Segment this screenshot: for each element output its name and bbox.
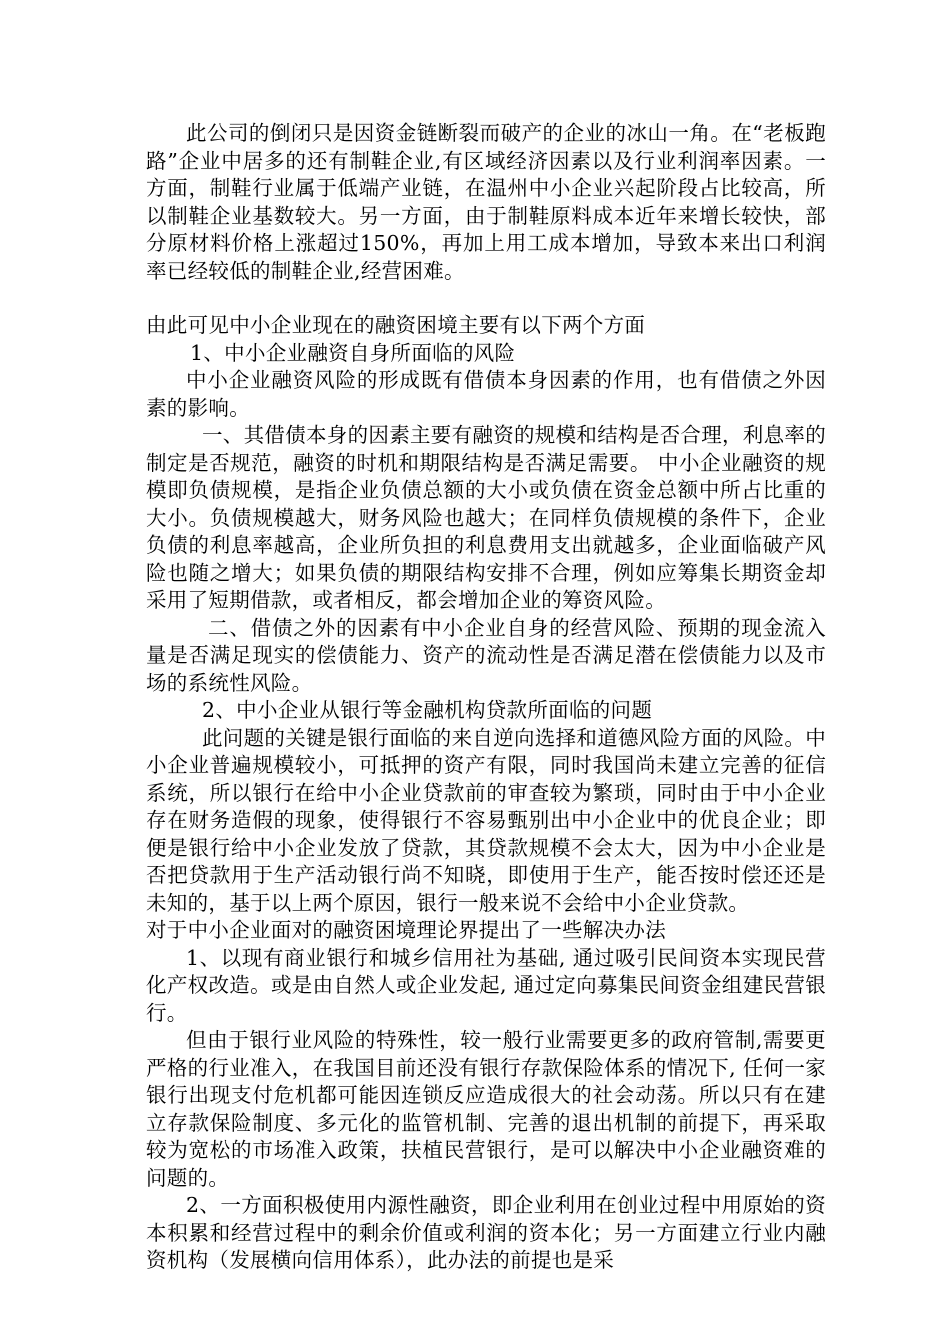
heading-section-1: 1、中小企业融资自身所面临的风险 (190, 340, 516, 365)
paragraph-intro: 此公司的倒闭只是因资金链断裂而破产的企业的冰山一角。在“老板跑路”企业中居多的还有制鞋企业,有区域经济因素以及行业利润率因素。一方面，制鞋行业属于低端产业链，在温州中小企业兴起阶段占比较高，所以制鞋企业基数较大。另一方面，由于制鞋原料成本近年来增长较快，部分原材料价格上涨超过150%，再加上用工成本增加，导致本来出口利润率已经较低的制鞋企业,经营困难。 (146, 121, 826, 283)
paragraph-summary: 由此可见中小企业现在的融资困境主要有以下两个方面 (146, 313, 646, 337)
paragraph-bank-problems: 此问题的关键是银行面临的来自逆向选择和道德风险方面的风险。中小企业普遍规模较小，可抵押的资产有限，同时我国尚未建立完善的征信系统，所以银行在给中小企业贷款前的审查较为繁琐，同时由于中小企业存在财务造假的现象，使得银行不容易甄别出中小企业中的优良企业；即便是银行给中小企业发放了贷款，其贷款规模不会太大，因为中小企业是否把贷款用于生产活动银行尚不知晓，即使用于生产，能否按时偿还还是未知的，基于以上两个原因，银行一般来说不会给中小企业贷款。 (146, 725, 826, 915)
paragraph-solution-2: 2、一方面积极使用内源性融资，即企业利用在创业过程中用原始的资本积累和经营过程中的剩余价值或利润的资本化；另一方面建立行业内融资机构（发展横向信用体系），此办法的前提也是采 (146, 1193, 826, 1272)
paragraph-solution-1: 1、以现有商业银行和城乡信用社为基础, 通过吸引民间资本实现民营化产权改造。或是由自然人或企业发起, 通过定向募集民间资金组建民营银行。 (146, 945, 826, 1025)
heading-section-2: 2、中小企业从银行等金融机构贷款所面临的问题 (202, 698, 653, 722)
paragraph-spacer (146, 285, 826, 312)
paragraph-internal-factors: 一、其借债本身的因素主要有融资的规模和结构是否合理，利息率的制定是否规范，融资的时机和期限结构是否满足需要。 中小企业融资的规模即负债规模，是指企业负债总额的大小或负债在资金总额中所占比重的大小。负债规模越大，财务风险也越大；在同样负债规模的条件下，企业负债的利息率越高，企业所负担的利息费用支出就越多，企业面临破产风险也随之增大；如果负债的期限结构安排不合理，例如应筹集长期资金却采用了短期借款，或者相反，都会增加企业的筹资风险。 (146, 423, 826, 612)
paragraph-solution-1-caveat: 但由于银行业风险的特殊性，较一般行业需要更多的政府管制,需要更严格的行业准入，在我国目前还没有银行存款保险体系的情况下, 任何一家银行出现支付危机都可能因连锁反应造成很大的社会动荡。所以只有在建立存款保险制度、多元化的监管机制、完善的退出机制的前提下，再采取较为宽松的市场准入政策，扶植民营银行，是可以解决中小企业融资难的问题的。 (146, 1028, 826, 1190)
document-body (146, 120, 826, 1275)
paragraph-solutions-intro: 对于中小企业面对的融资困境理论界提出了一些解决办法 (146, 918, 666, 942)
paragraph-risk-overview: 中小企业融资风险的形成既有借债本身因素的作用，也有借债之外因素的影响。 (146, 368, 826, 420)
paragraph-external-factors: 二、借债之外的因素有中小企业自身的经营风险、预期的现金流入量是否满足现实的偿债能力、资产的流动性是否满足潜在偿债能力以及市场的系统性风险。 (146, 615, 826, 695)
